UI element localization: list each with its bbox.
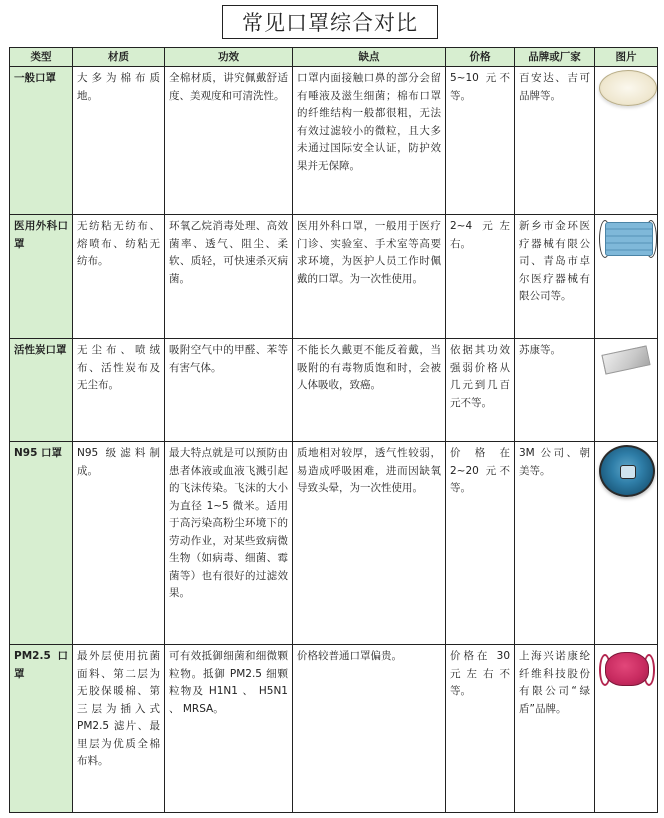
surgical-mask-image bbox=[599, 218, 657, 258]
comparison-table bbox=[9, 47, 658, 813]
n95-mask-image bbox=[599, 445, 655, 497]
brand-cell: 苏康等。 bbox=[515, 339, 595, 442]
price-cell: 依据其功效强弱价格从几元到几百元不等。 bbox=[446, 339, 515, 442]
table-row bbox=[10, 645, 658, 813]
image-cell bbox=[595, 67, 658, 215]
image-cell bbox=[595, 339, 658, 442]
header-effect: 功效 bbox=[165, 48, 293, 67]
brand-cell: 上海兴诺康纶纤维科技股份有限公司“绿盾”品牌。 bbox=[515, 645, 595, 813]
effect-cell: 环氧乙烷消毒处理、高效菌率、透气、阻尘、柔软、质轻，可快速杀灭病菌。 bbox=[165, 215, 293, 339]
pm25-mask-image bbox=[599, 648, 653, 688]
header-brand: 品牌或厂家 bbox=[515, 48, 595, 67]
type-cell: PM2.5 口罩 bbox=[10, 645, 73, 813]
price-cell: 价格在 2~20 元不等。 bbox=[446, 442, 515, 645]
page-title: 常见口罩综合对比 bbox=[222, 5, 438, 39]
header-material: 材质 bbox=[73, 48, 165, 67]
table-row bbox=[10, 215, 658, 339]
image-cell bbox=[595, 442, 658, 645]
type-cell: 活性炭口罩 bbox=[10, 339, 73, 442]
brand-cell: 新乡市金环医疗器械有限公司、青岛市卓尔医疗器械有限公司等。 bbox=[515, 215, 595, 339]
image-cell bbox=[595, 645, 658, 813]
drawback-cell: 价格较普通口罩偏贵。 bbox=[293, 645, 446, 813]
effect-cell: 全棉材质，讲究佩戴舒适度、美观度和可清洗性。 bbox=[165, 67, 293, 215]
cotton-mask-image bbox=[599, 70, 657, 106]
carbon-mask-image bbox=[601, 345, 650, 374]
header-image: 图片 bbox=[595, 48, 658, 67]
effect-cell: 吸附空气中的甲醛、苯等有害气体。 bbox=[165, 339, 293, 442]
material-cell: 最外层使用抗菌面料、第二层为无胶保暖棉、第三层为插入式 PM2.5 滤片、最里层为优质全棉布料。 bbox=[73, 645, 165, 813]
header-drawback: 缺点 bbox=[293, 48, 446, 67]
drawback-cell: 医用外科口罩，一般用于医疗门诊、实验室、手术室等高要求环境，为医护人员工作时佩戴的口罩。为一次性使用。 bbox=[293, 215, 446, 339]
effect-cell: 可有效抵御细菌和细微颗粒物。抵御 PM2.5 细颗粒物及 H1N1 、 H5N1 、 MRSA。 bbox=[165, 645, 293, 813]
table-row bbox=[10, 442, 658, 645]
type-cell: 医用外科口罩 bbox=[10, 215, 73, 339]
effect-cell: 最大特点就是可以预防由患者体液或血液飞溅引起的飞沫传染。飞沫的大小为直径 1~5 微米。适用于高污染高粉尘环境下的劳动作业，对某些致病微生物（如病毒、细菌、霉菌等）也有很好的过滤效果。 bbox=[165, 442, 293, 645]
material-cell: 大多为棉布质地。 bbox=[73, 67, 165, 215]
price-cell: 5~10 元不等。 bbox=[446, 67, 515, 215]
type-cell: N95 口罩 bbox=[10, 442, 73, 645]
header-price: 价格 bbox=[446, 48, 515, 67]
material-cell: N95 级滤料制成。 bbox=[73, 442, 165, 645]
drawback-cell: 质地相对较厚，透气性较弱，易造成呼吸困难，进而因缺氧导致头晕，为一次性使用。 bbox=[293, 442, 446, 645]
header-type: 类型 bbox=[10, 48, 73, 67]
table-row bbox=[10, 67, 658, 215]
material-cell: 无纺粘无纺布、熔喷布、纺粘无纺布。 bbox=[73, 215, 165, 339]
image-cell bbox=[595, 215, 658, 339]
brand-cell: 百安达、吉可品牌等。 bbox=[515, 67, 595, 215]
brand-cell: 3M 公司、朝美等。 bbox=[515, 442, 595, 645]
table-row bbox=[10, 339, 658, 442]
price-cell: 2~4 元左右。 bbox=[446, 215, 515, 339]
drawback-cell: 不能长久戴更不能反着戴，当吸附的有毒物质饱和时，会被人体吸收，致癌。 bbox=[293, 339, 446, 442]
drawback-cell: 口罩内面接触口鼻的部分会留有唾液及滋生细菌；棉布口罩的纤维结构一般都很粗，无法有效过滤较小的微粒，且大多未通过国际安全认证，防护效果并无保障。 bbox=[293, 67, 446, 215]
material-cell: 无尘布、喷绒布、活性炭布及无尘布。 bbox=[73, 339, 165, 442]
header-row bbox=[10, 48, 658, 67]
type-cell: 一般口罩 bbox=[10, 67, 73, 215]
price-cell: 价格在 30 元左右不等。 bbox=[446, 645, 515, 813]
